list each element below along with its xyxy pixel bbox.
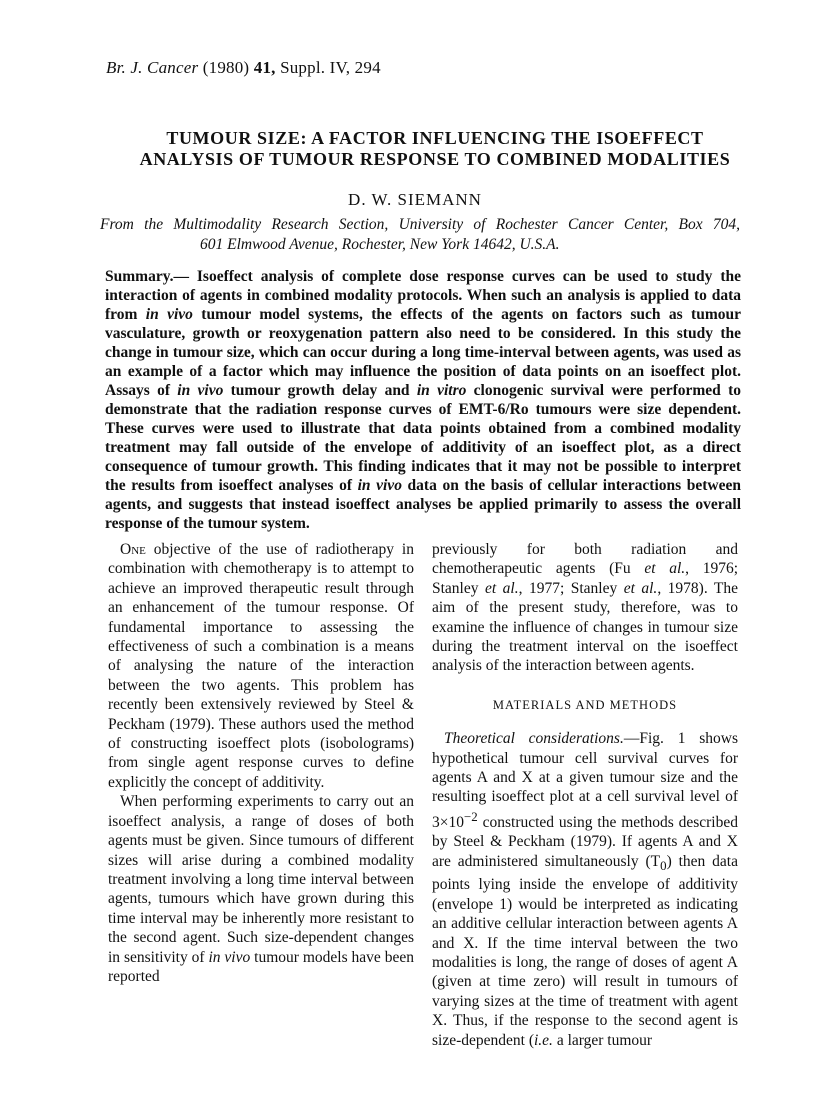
summary-text-3: tumour growth delay and bbox=[223, 382, 417, 399]
right-p1-italic-3: et al. bbox=[623, 579, 658, 597]
left-column bbox=[108, 540, 414, 986]
article-title bbox=[60, 128, 810, 170]
author: D. W. SIEMANN bbox=[348, 190, 482, 209]
right-column bbox=[432, 540, 738, 1050]
affiliation-line-1: From the Multimodality Research Section, University of Rochester Cancer Center, Box 704, bbox=[100, 216, 740, 233]
summary-text-5: data on the basis of cellular interactions between agents, and suggests that instead isoeffect analyses be applied primarily to assess the overall response of the tumour system. bbox=[105, 477, 741, 532]
left-paragraph-2-text: When performing experiments to carry out an isoeffect analysis, a range of doses of both agents must be given. Since tumours of different sizes will arise during a combined modality treatment involving a long time interval between agents, tumours which have grown during this time interval may be inherently more resistant to the second agent. Such size-dependent changes in sensitivity of bbox=[108, 793, 414, 966]
summary-text-1: — Isoeffect analysis of complete dose response curves can be used to study the interaction of agents in combined modality protocols. When such an analysis is applied to data from bbox=[105, 268, 741, 323]
journal-name: Br. J. Cancer bbox=[106, 58, 199, 77]
affiliation-line-2: 601 Elmwood Avenue, Rochester, New York 14642, U.S.A. bbox=[200, 236, 560, 253]
section-heading-materials-methods: MATERIALS AND METHODS bbox=[492, 697, 678, 712]
right-p2-italic-ie: i.e. bbox=[534, 1031, 553, 1049]
journal-citation bbox=[106, 58, 381, 78]
summary-text-4: clonogenic survival were performed to demonstrate that the radiation response curves of EMT-6/Ro tumours were size dependent. These curves were used to illustrate that data points obtained from a combined modality treatment may fall outside of the envelope of additivity of an isoeffect plot, as a direct consequence of tumour growth. This finding indicates that it may not be possible to interpret the results from isoeffect analyses of bbox=[105, 382, 742, 494]
right-p2-subscript: 0 bbox=[660, 857, 667, 873]
journal-volume: 41, bbox=[253, 58, 276, 77]
right-p1-italic-2: et al. bbox=[484, 579, 519, 597]
right-p2-b: constructed using the methods described by Steel & Peckham (1979). If agents A and X are administered simultaneously (T bbox=[432, 814, 738, 870]
right-paragraph-2 bbox=[432, 729, 738, 1050]
summary-text-2: tumour model systems, the effects of the agents on factors such as tumour vasculature, growth or reoxygenation pattern also need to be considered. In this study the change in tumour size, which can occur during a long time-interval between agents, was used as an example of a factor which may influence the position of data points on an isoeffect plot. Assays of bbox=[105, 306, 741, 399]
right-p1-a: previously for both radiation and chemotherapeutic agents (Fu bbox=[432, 541, 738, 578]
right-paragraph-1 bbox=[432, 540, 738, 676]
left-paragraph-2 bbox=[108, 792, 414, 986]
right-p1-italic-1: et al. bbox=[644, 560, 686, 578]
left-paragraph-1 bbox=[108, 540, 414, 792]
right-p1-c: , 1977; Stanley bbox=[518, 579, 624, 597]
right-p1-b: , 1976; Stanley bbox=[432, 560, 739, 597]
title-line-2: ANALYSIS OF TUMOUR RESPONSE TO COMBINED MODALITIES bbox=[139, 149, 731, 169]
summary-lead: Summary. bbox=[105, 268, 174, 285]
affiliation bbox=[100, 215, 740, 255]
right-p2-c: ) then data points lying inside the envelope of additivity (envelope 1) would be interpreted as indicating an additive cellular interaction between agents A and X. If the time interval between the two modalities is long, the range of doses of agent A (given at time zero) will result in tumours of varying sizes at the time of treatment with agent X. Thus, if the response to the second agent is size-dependent ( bbox=[432, 852, 738, 1049]
summary-italic-3: in vitro bbox=[416, 382, 467, 399]
drop-word: One bbox=[120, 541, 146, 558]
left-paragraph-1-text: objective of the use of radiotherapy in combination with chemotherapy is to attempt to achieve an improved therapeutic result through an enhancement of the tumour response. Of fundamental importance to assessing the effectiveness of such a combination is a means of analysing the nature of the interaction between the two agents. This problem has recently been extensively reviewed by Steel & Peckham (1979). These authors used the method of constructing isoeffect plots (isobolograms) from single agent response curves to define explicitly the concept of additivity. bbox=[108, 541, 414, 791]
journal-year: (1980) bbox=[202, 58, 250, 77]
summary-italic-1: in vivo bbox=[145, 306, 193, 323]
summary-italic-2: in vivo bbox=[177, 382, 224, 399]
right-p2-a: —Fig. 1 shows hypothetical tumour cell survival curves for agents A and X at a given tumour size and the resulting isoeffect plot at a cell survival level of 3×10 bbox=[432, 730, 738, 832]
right-p2-superscript: −2 bbox=[464, 808, 478, 824]
left-paragraph-2-italic: in vivo bbox=[208, 948, 251, 966]
left-paragraph-2-end: tumour models have been reported bbox=[108, 948, 414, 985]
summary-italic-4: in vivo bbox=[357, 477, 402, 494]
journal-supplement: Suppl. IV, 294 bbox=[280, 58, 381, 77]
right-p1-d: , 1978). The aim of the present study, therefore, was to examine the influence of changes in tumour size during the treatment interval on the isoeffect analysis of the interaction between agents. bbox=[432, 579, 738, 675]
right-p2-italic-lead: Theoretical considerations. bbox=[444, 730, 624, 748]
summary-abstract bbox=[105, 267, 741, 533]
right-p2-d: a larger tumour bbox=[552, 1031, 653, 1049]
title-line-1: TUMOUR SIZE: A FACTOR INFLUENCING THE ISOEFFECT bbox=[166, 128, 704, 148]
